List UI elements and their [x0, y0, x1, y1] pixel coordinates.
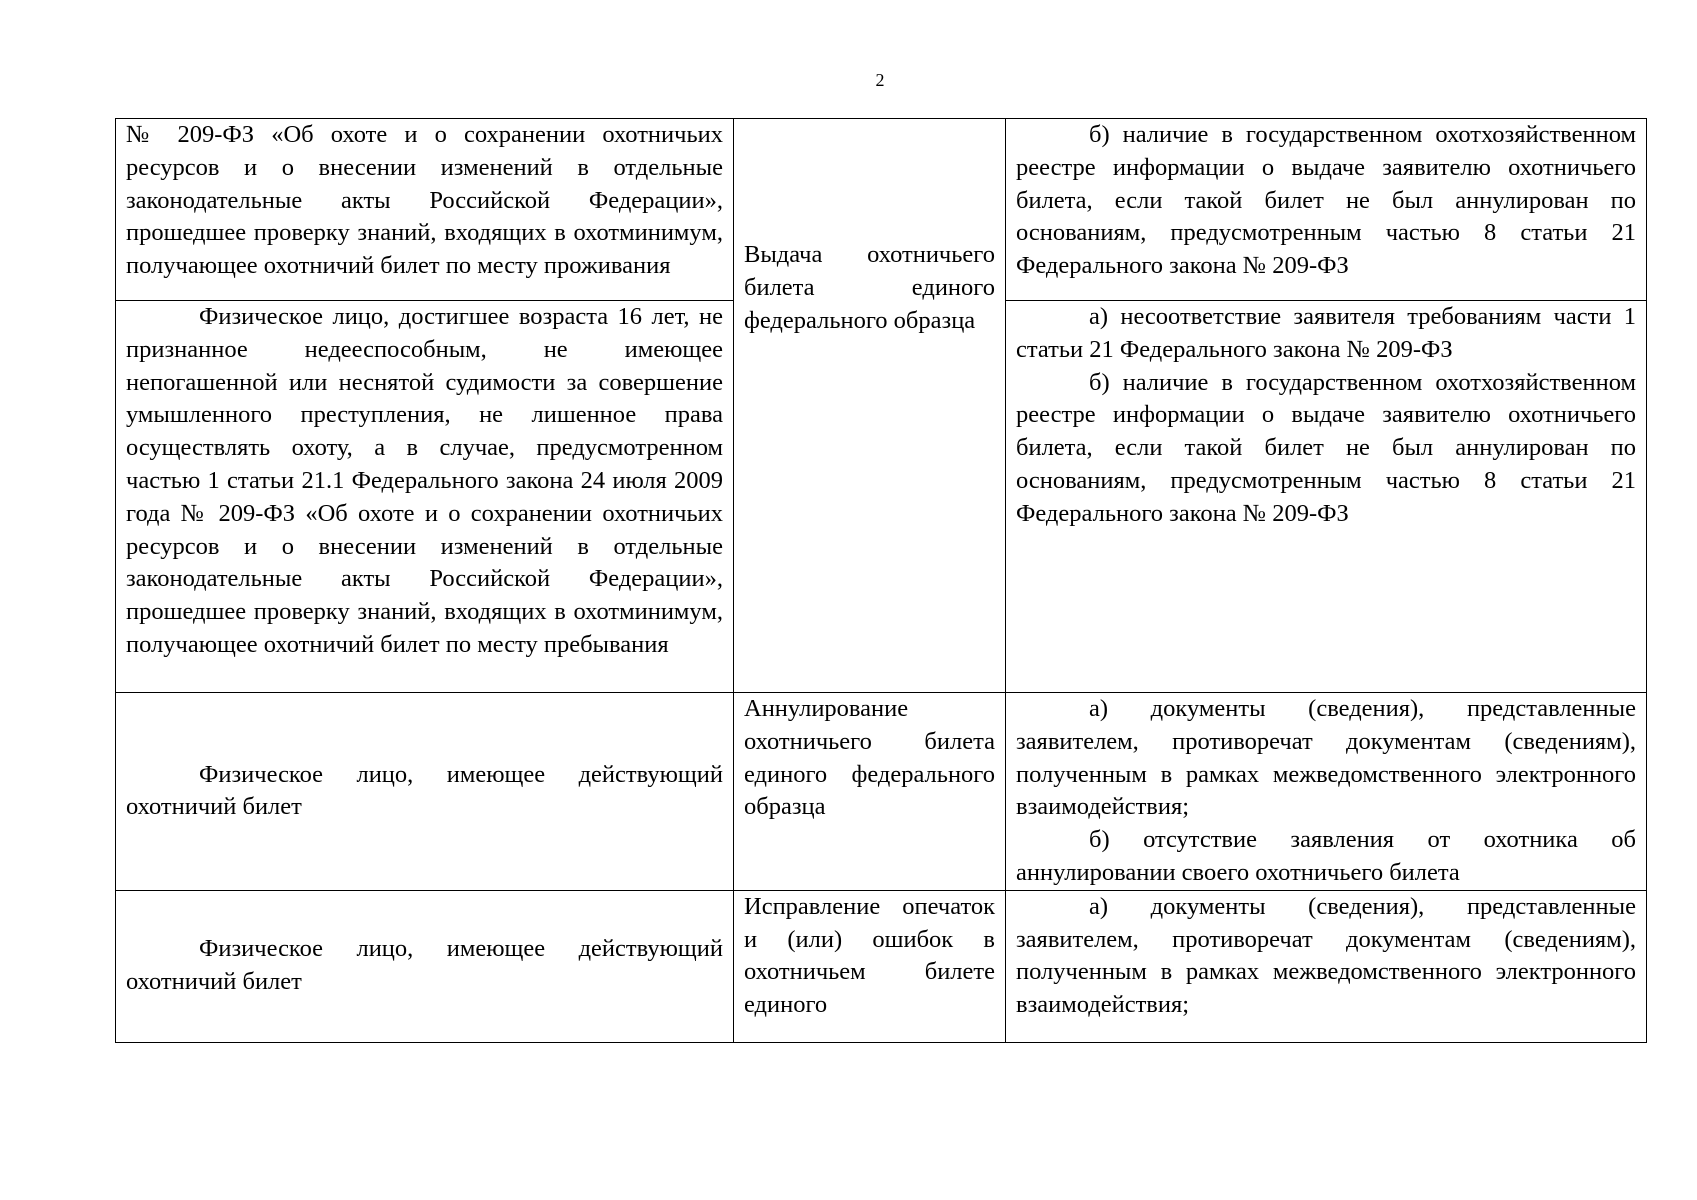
applicant-cell: [116, 301, 734, 693]
table-row: [116, 890, 1647, 1042]
ground-item: а) несоответствие заявителя требованиям части 1 статьи 21 Федерального закона № 209-ФЗ: [1016, 303, 1636, 363]
applicant-text: Физическое лицо, имеющее действующий охотничий билет: [126, 935, 723, 996]
page-number: 2: [875, 70, 885, 90]
applicant-cell: [116, 890, 734, 1042]
ground-item: б) отсутствие заявления от охотника об аннулировании своего охотничьего билета: [1016, 826, 1636, 886]
table-row: [116, 119, 1647, 301]
service-text: Исправление опечаток и (или) ошибок в охотничьем билете единого: [744, 892, 995, 1019]
ground-item: а) документы (сведения), представленные заявителем, противоречат документам (сведениям), полученным в рамках межведомственного электронного взаимодействия;: [1016, 695, 1636, 821]
applicant-cell: [116, 119, 734, 301]
services-table: [115, 118, 1647, 1043]
grounds-cell: [1006, 301, 1647, 693]
ground-item: б) наличие в государственном охотхозяйственном реестре информации о выдаче заявителю охотничьего билета, если такой билет не был аннулирован по основаниям, предусмотренным частью 8 статьи 21 Федерального закона № 209-ФЗ: [1016, 121, 1636, 280]
grounds-cell: [1006, 693, 1647, 891]
ground-item: а) документы (сведения), представленные заявителем, противоречат документам (сведениям), полученным в рамках межведомственного электронного взаимодействия;: [1016, 892, 1636, 1019]
service-cell: [734, 119, 1006, 693]
service-cell: [734, 890, 1006, 1042]
service-cell: [734, 693, 1006, 891]
applicant-text: Физическое лицо, имеющее действующий охотничий билет: [126, 760, 723, 821]
service-text: Выдача охотничьего билета единого федерального образца: [744, 241, 995, 334]
grounds-cell: [1006, 119, 1647, 301]
service-text: Аннулирование охотничьего билета единого федерального образца: [744, 695, 995, 821]
applicant-text: № 209-ФЗ «Об охоте и о сохранении охотничьих ресурсов и о внесении изменений в отдельные законодательные акты Российской Федерации», прошедшее проверку знаний, входящих в охотминимум, получающее охотничий билет по месту проживания: [126, 121, 723, 280]
applicant-cell: [116, 693, 734, 891]
grounds-cell: [1006, 890, 1647, 1042]
applicant-text: Физическое лицо, достигшее возраста 16 лет, не признанное недееспособным, не имеющее непогашенной или неснятой судимости за совершение умышленного преступления, не лишенное права осуществлять охоту, а в случае, предусмотренном частью 1 статьи 21.1 Федерального закона 24 июля 2009 года № 209-ФЗ «Об охоте и о сохранении охотничьих ресурсов и о внесении изменений в отдельные законодательные акты Российской Федерации», прошедшее проверку знаний, входящих в охотминимум, получающее охотничий билет по месту пребывания: [126, 303, 723, 658]
table-row: [116, 693, 1647, 891]
ground-item: б) наличие в государственном охотхозяйственном реестре информации о выдаче заявителю охотничьего билета, если такой билет не был аннулирован по основаниям, предусмотренным частью 8 статьи 21 Федерального закона № 209-ФЗ: [1016, 368, 1636, 527]
